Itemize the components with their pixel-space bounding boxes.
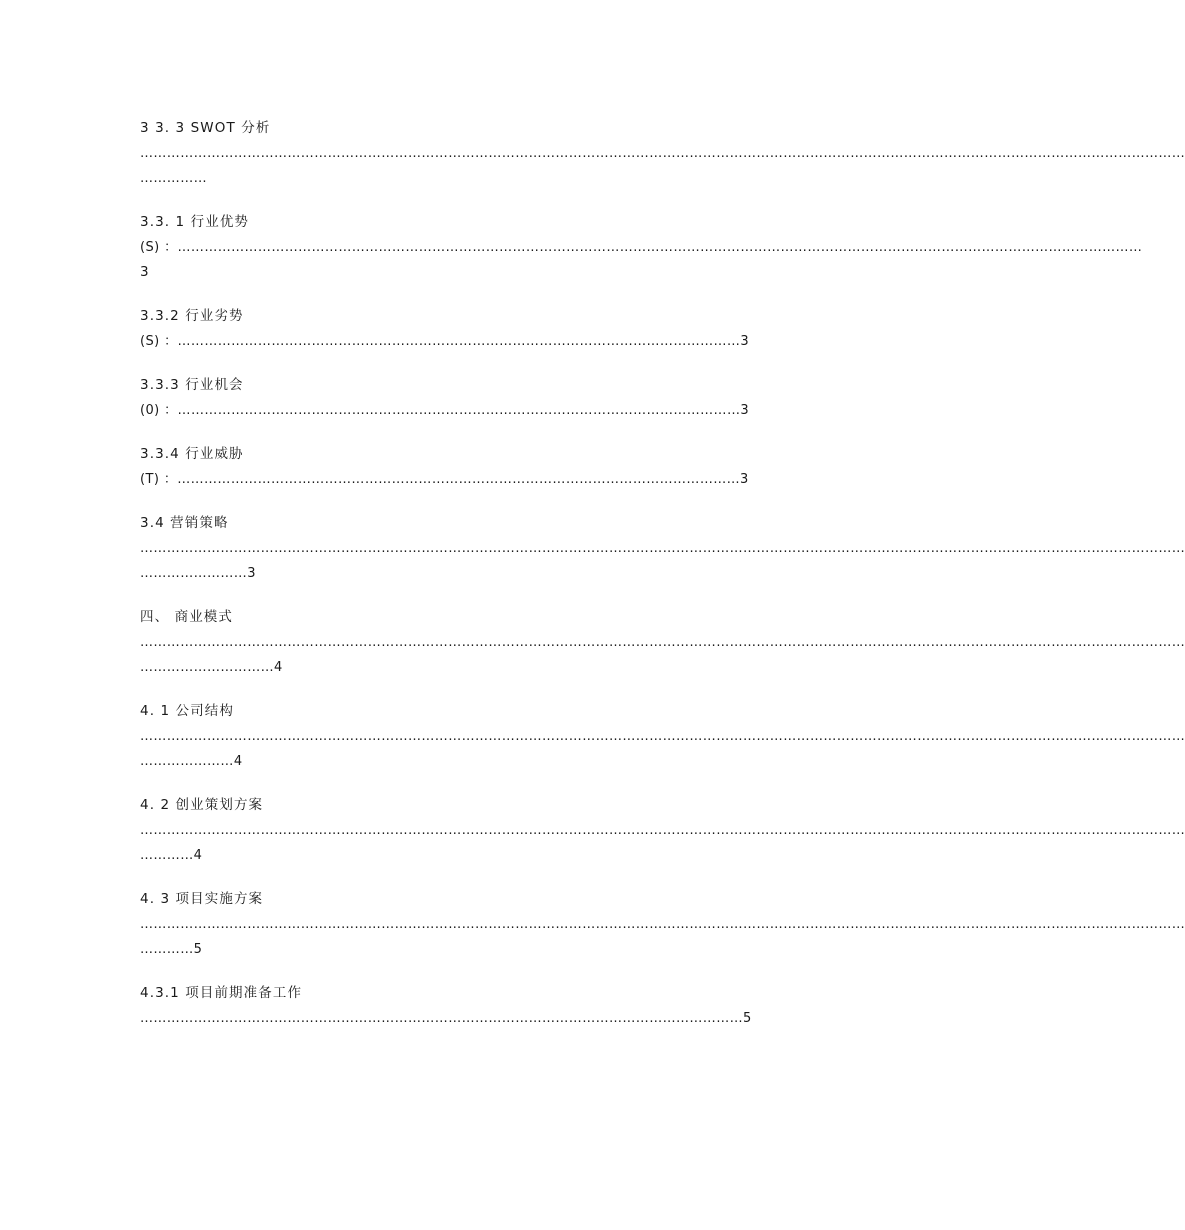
toc-entry-title: 3.3.3 行业机会 xyxy=(140,377,244,393)
toc-page-number: 3 xyxy=(740,403,750,418)
toc-entry-4-1 xyxy=(140,699,1185,774)
toc-leader-dots: ……………………………………………………………………………………………………………………………………………………………………………………………………………… xyxy=(140,729,1185,744)
toc-leader-dots: ……………………………………………………………………………………………………………………………………………………………………………………………………………… xyxy=(140,917,1185,932)
toc-leader-dots: ……………………………………………………………………………………………………………………… xyxy=(140,1011,743,1026)
toc-leader-dots: ………… xyxy=(140,942,194,957)
toc-entry-title: 4.3.1 项目前期准备工作 xyxy=(140,985,303,1001)
toc-leader-dots: ……………………………………………………………………………………………………………………………………………………………………………………………………………… xyxy=(140,823,1185,838)
toc-entry-leader xyxy=(140,467,808,492)
toc-entry-leader xyxy=(140,561,808,586)
toc-entry-leader xyxy=(140,1006,808,1031)
toc-entry-3-3-4 xyxy=(140,442,808,492)
toc-entry-3-3-2 xyxy=(140,304,808,354)
toc-leader-dots: ……………………………………………………………………………………………………………… xyxy=(177,403,741,418)
toc-leader-dots: …………………… xyxy=(140,566,248,581)
toc-entry-leader xyxy=(140,235,1143,260)
toc-entry-4-3 xyxy=(140,887,1185,962)
toc-entry-leader xyxy=(140,329,808,354)
toc-entry-title: 4. 2 创业策划方案 xyxy=(140,797,264,813)
toc-leader-dots: ……………………………………………………………………………………………………………………………………………………………………………………………………………… xyxy=(140,541,1185,556)
toc-entry-prefix: (0) ： xyxy=(140,403,178,418)
toc-entry-prefix: (S) ： xyxy=(140,334,178,349)
toc-entry-title: 3.3.4 行业威胁 xyxy=(140,446,244,462)
toc-entry-prefix: (T) ： xyxy=(140,472,178,487)
toc-leader-dots: ……………………………………………………………………………………………………………………………………………………………………………………………… xyxy=(177,240,1143,255)
toc-entry-title: 4. 1 公司结构 xyxy=(140,703,234,719)
toc-leader-dots: ………………… xyxy=(140,754,234,769)
toc-entry-4-3-1 xyxy=(140,981,808,1031)
toc-leader-dots: ……………………………………………………………………………………………………………… xyxy=(177,472,741,487)
toc-entry-4-2 xyxy=(140,793,1185,868)
toc-entry-title: 3.3. 1 行业优势 xyxy=(140,214,250,230)
toc-entry-swot xyxy=(140,116,1185,191)
toc-entry-title: 3.4 营销策略 xyxy=(140,515,229,531)
toc-entry-leader xyxy=(140,655,808,680)
toc-page-number: 4 xyxy=(233,754,243,769)
toc-entry-title: 四、 商业模式 xyxy=(140,609,233,625)
toc-entry-leader xyxy=(140,749,808,774)
toc-entry-leader xyxy=(140,843,808,868)
toc-page-number: 3 xyxy=(740,472,749,487)
toc-entry-3-3-3 xyxy=(140,373,808,423)
toc-entry-leader xyxy=(140,398,808,423)
toc-leader-dots: ………………………… xyxy=(140,660,274,675)
table-of-contents xyxy=(140,116,1185,1031)
toc-leader-dots: ……………………………………………………………………………………………………………………………………………………………………………………………………………… xyxy=(140,635,1185,650)
toc-page-number: 3 xyxy=(247,566,256,581)
toc-page-number: 4 xyxy=(274,660,283,675)
toc-page-number: 4 xyxy=(193,848,203,863)
toc-entry-leader xyxy=(140,937,808,962)
toc-entry-title: 4. 3 项目实施方案 xyxy=(140,891,264,907)
toc-entry-prefix: (S) ： xyxy=(140,240,178,255)
toc-page-number: 5 xyxy=(193,942,203,957)
toc-leader-dots: ……………………………………………………………………………………………………………………………………………………………………………………………………………… xyxy=(140,146,1185,161)
toc-entry-3-3-1 xyxy=(140,210,1143,285)
toc-entry-3-4 xyxy=(140,511,1185,586)
toc-leader-dots: ………… xyxy=(140,848,194,863)
toc-entry-chapter-4 xyxy=(140,605,1185,680)
toc-page-number: 5 xyxy=(743,1011,752,1026)
toc-entry-title: 3.3.2 行业劣势 xyxy=(140,308,244,324)
toc-page-number: 3 xyxy=(140,264,150,280)
toc-entry-title: 3 3. 3 SWOT 分析 xyxy=(140,120,271,136)
toc-leader-dots: …………… xyxy=(140,171,207,186)
toc-page-number: 3 xyxy=(740,334,750,349)
toc-leader-dots: ……………………………………………………………………………………………………………… xyxy=(177,334,741,349)
